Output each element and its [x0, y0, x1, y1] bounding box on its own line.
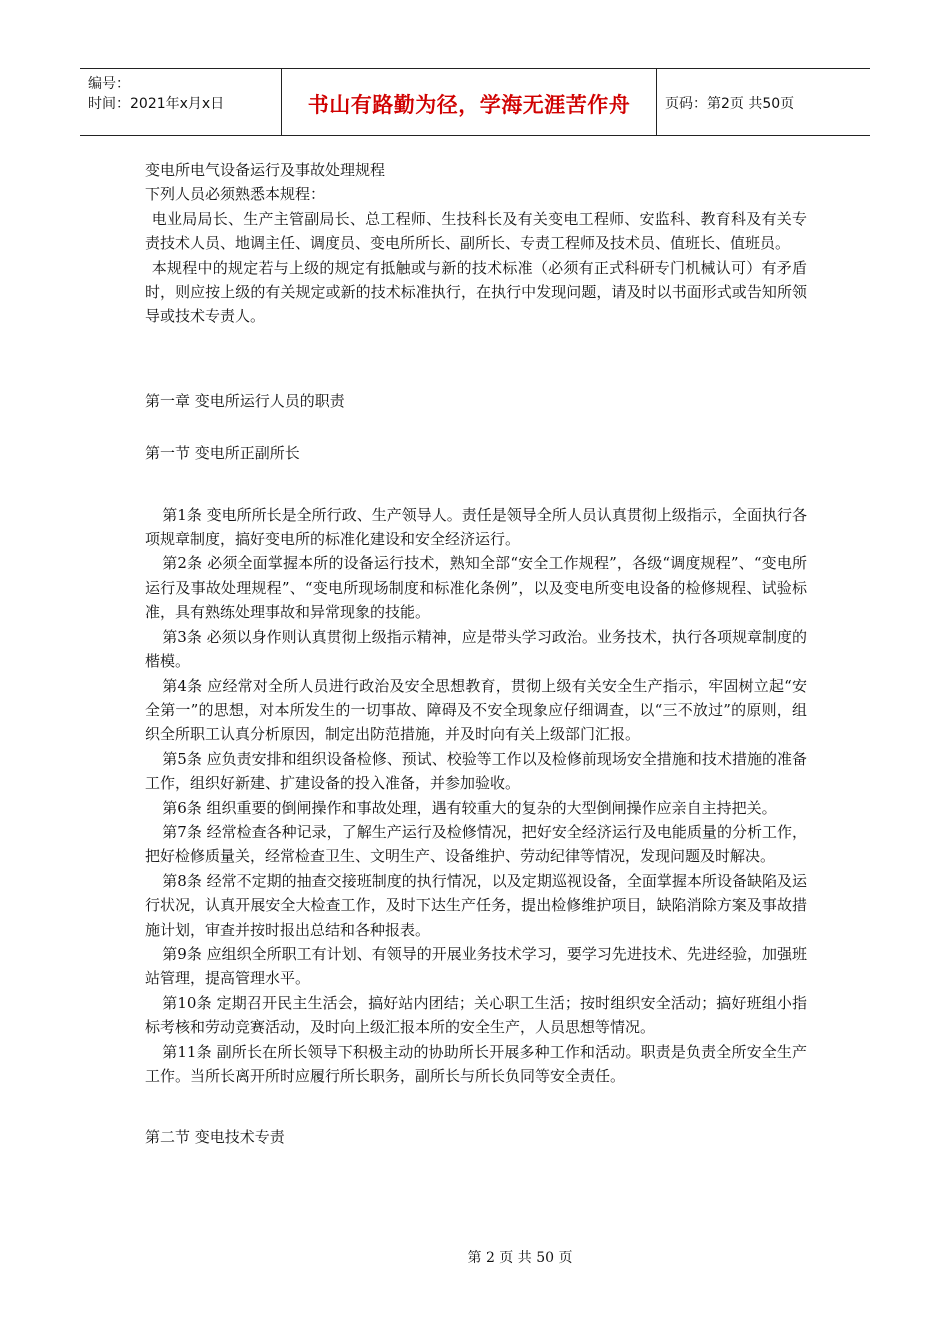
- article-4: 第4条 应经常对全所人员进行政治及安全思想教育，贯彻上级有关安全生产指示，牢固树立起“安全第一”的思想，对本所发生的一切事故、障碍及不安全现象应仔细调查，以“三不放过”的原则，组织全所职工认真分析原因，制定出防范措施，并及时向有关上级部门汇报。: [145, 676, 807, 744]
- header-meta: [80, 69, 282, 135]
- article-7: 第7条 经常检查各种记录，了解生产运行及检修情况，把好安全经济运行及电能质量的分析工作，把好检修质量关，经常检查卫生、文明生产、设备维护、劳动纪律等情况，发现问题及时解决。: [145, 822, 807, 866]
- intro-rule: 本规程中的规定若与上级的规定有抵触或与新的技术标准（必须有正式科研专门机械认可）有矛盾时，则应按上级的有关规定或新的技术标准执行，在执行中发现问题，请及时以书面形式或告知所领导或技术专责人。: [145, 258, 807, 326]
- page-header: [80, 68, 870, 136]
- article-1: 第1条 变电所所长是全所行政、生产领导人。责任是领导全所人员认真贯彻上级指示，全面执行各项规章制度，搞好变电所的标准化建设和安全经济运行。: [145, 505, 807, 549]
- doc-date-label: 时间：2021年x月x日: [88, 96, 225, 112]
- intro-lead: 下列人员必须熟悉本规程：: [145, 185, 326, 204]
- article-11: 第11条 副所长在所长领导下积极主动的协助所长开展多种工作和活动。职责是负责全所安全生产工作。当所长离开所时应履行所长职务，副所长与所长负同等安全责任。: [145, 1042, 807, 1085]
- section-heading-2: 第二节 变电技术专责: [145, 1128, 285, 1147]
- article-6: 第6条 组织重要的倒闸操作和事故处理，遇有较重大的复杂的大型倒闸操作应亲自主持把关。: [162, 798, 777, 817]
- article-3: 第3条 必须以身作则认真贯彻上级指示精神，应是带头学习政治。业务技术，执行各项规章制度的楷模。: [145, 627, 807, 671]
- section-heading: 第一节 变电所正副所长: [145, 444, 300, 463]
- article-9: 第9条 应组织全所职工有计划、有领导的开展业务技术学习，要学习先进技术、先进经验，加强班站管理，提高管理水平。: [145, 944, 807, 988]
- header-motto: 书山有路勤为径，学海无涯苦作舟: [282, 69, 657, 135]
- article-10: 第10条 定期召开民主生活会，搞好站内团结；关心职工生活；按时组织安全活动；搞好班组小指标考核和劳动竞赛活动，及时向上级汇报本所的安全生产，人员思想等情况。: [145, 993, 807, 1037]
- article-8: 第8条 经常不定期的抽查交接班制度的执行情况，以及定期巡视设备，全面掌握本所设备缺陷及运行状况，认真开展安全大检查工作，及时下达生产任务，提出检修维护项目，缺陷消除方案及事故措施计划，审查并按时报出总结和各种报表。: [145, 871, 807, 939]
- article-2: 第2条 必须全面掌握本所的设备运行技术，熟知全部“安全工作规程”，各级“调度规程”、“变电所运行及事故处理规程”、“变电所现场制度和标准化条例”，以及变电所变电设备的检修规程、试验标准，具有熟练处理事故和异常现象的技能。: [145, 554, 807, 622]
- chapter-heading: 第一章 变电所运行人员的职责: [145, 391, 345, 410]
- intro-people: 电业局局长、生产主管副局长、总工程师、生技科长及有关变电工程师、安监科、教育科及有关专责技术人员、地调主任、调度员、变电所所长、副所长、专责工程师及技术员、值班长、值班员。: [145, 209, 807, 253]
- header-page-label: 页码：第2页 共50页: [665, 96, 795, 112]
- article-5: 第5条 应负责安排和组织设备检修、预试、校验等工作以及检修前现场安全措施和技术措施的准备工作，组织好新建、扩建设备的投入准备，并参加验收。: [145, 749, 807, 793]
- doc-number-label: 编号：: [88, 76, 130, 92]
- document-body: [145, 158, 807, 1150]
- page-footer: 第 2 页 共 50 页: [467, 1250, 573, 1266]
- doc-title: 变电所电气设备运行及事故处理规程: [145, 161, 386, 179]
